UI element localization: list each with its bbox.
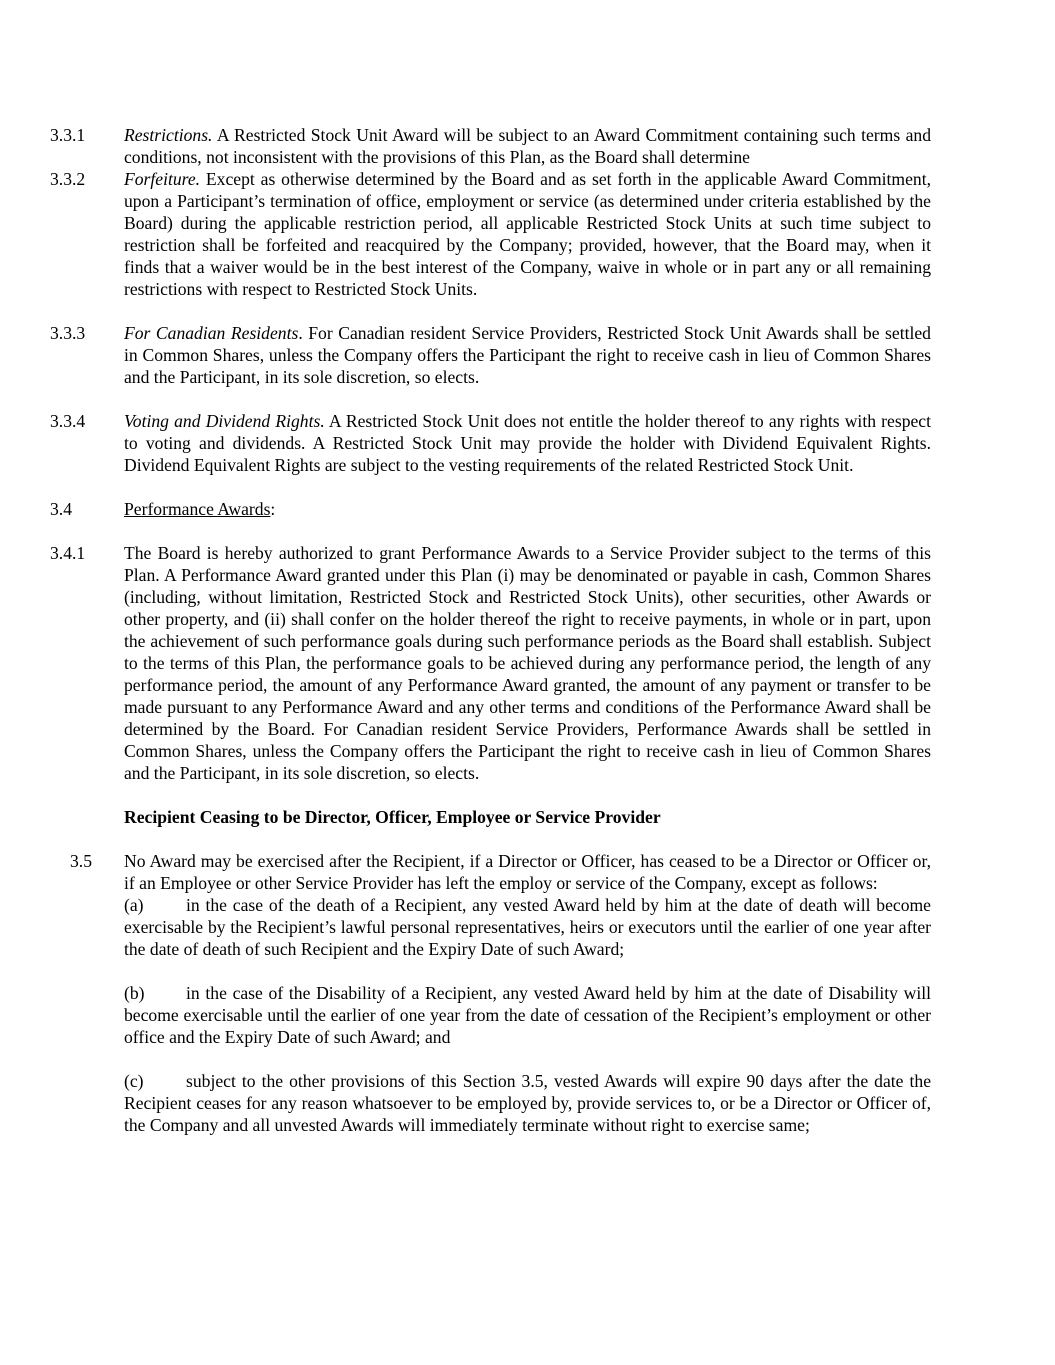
- document-page: [0, 124, 1055, 1136]
- section-title: Performance Awards: [124, 499, 271, 519]
- section-number: 3.4: [50, 499, 72, 519]
- section-title: Forfeiture.: [124, 169, 201, 189]
- section-3-5: [0, 850, 1055, 1136]
- section-body: [124, 168, 931, 300]
- section-3-3-1: [0, 124, 1055, 168]
- section-3-3-3: [0, 322, 1055, 388]
- subclause-c: [124, 1070, 931, 1136]
- subclause-b: [124, 982, 931, 1048]
- section-title: Voting and Dividend Rights.: [124, 411, 325, 431]
- section-text: . For Canadian resident Service Providers, Restricted Stock Unit Awards shall be settled in Common Shares, unless the Company offers the Participant the right to receive cash in lieu of Common Shares and the Participant, in its sole discretion, so elects.: [124, 323, 931, 387]
- section-text: A Restricted Stock Unit does not entitle the holder thereof to any rights with respect to voting and dividends. A Restricted Stock Unit may provide the holder with Dividend Equivalent Rights. Dividend Equivalent Rights are subject to the vesting requirements of the related Restricted Stock Unit.: [124, 411, 932, 475]
- section-title: Restrictions.: [124, 125, 213, 145]
- section-body: [124, 410, 931, 476]
- section-3-3-2: [0, 168, 1055, 300]
- section-number: 3.3.2: [50, 169, 86, 189]
- section-number: 3.3.1: [50, 125, 86, 145]
- section-heading: Recipient Ceasing to be Director, Officer, Employee or Service Provider: [124, 807, 661, 827]
- subclause-label: (a): [124, 895, 144, 915]
- section-number: 3.3.3: [50, 323, 86, 343]
- subclause-text: subject to the other provisions of this Section 3.5, vested Awards will expire 90 days after the date the Recipient ceases for any reason whatsoever to be employed by, provide services to, or be a Director or Officer of, the Company and all unvested Awards will immediately terminate without right to exercise same;: [124, 1071, 931, 1135]
- section-body: [124, 498, 931, 520]
- subclause-label: (c): [124, 1071, 144, 1091]
- section-3-4: [0, 498, 1055, 520]
- section-title: For Canadian Residents: [124, 323, 299, 343]
- section-title-suffix: :: [270, 499, 276, 519]
- section-text: Except as otherwise determined by the Board and as set forth in the applicable Award Commitment, upon a Participant’s termination of office, employment or service (as determined under criteria established by the Board) during the applicable restriction period, all applicable Restricted Stock Units at such time subject to restriction shall be forfeited and reacquired by the Company; provided, however, that the Board may, when it finds that a waiver would be in the best interest of the Company, waive in whole or in part any or all remaining restrictions with respect to Restricted Stock Units.: [124, 169, 931, 299]
- section-3-4-1: [0, 542, 1055, 784]
- section-text: A Restricted Stock Unit Award will be subject to an Award Commitment containing such terms and conditions, not inconsistent with the provisions of this Plan, as the Board shall determine: [124, 125, 931, 167]
- subclause-label: (b): [124, 983, 145, 1003]
- subclause-a: [124, 894, 931, 960]
- section-text: The Board is hereby authorized to grant Performance Awards to a Service Provider subject to the terms of this Plan. A Performance Award granted under this Plan (i) may be denominated or payable in cash, Common Shares (including, without limitation, Restricted Stock and Restricted Stock Units), other securities, other Awards or other property, and (ii) shall confer on the holder thereof the right to receive payments, in whole or in part, upon the achievement of such performance goals during such performance periods as the Board shall establish. Subject to the terms of this Plan, the performance goals to be achieved during any performance period, the length of any performance period, the amount of any Performance Award granted, the amount of any payment or transfer to be made pursuant to any Performance Award and any other terms and conditions of the Performance Award shall be determined by the Board. For Canadian resident Service Providers, Performance Awards shall be settled in Common Shares, unless the Company offers the Participant the right to receive cash in lieu of Common Shares and the Participant, in its sole discretion, so elects.: [124, 543, 931, 783]
- section-text: No Award may be exercised after the Recipient, if a Director or Officer, has ceased to be a Director or Officer or, if an Employee or other Service Provider has left the employ or service of the Company, except as follows:: [124, 851, 931, 893]
- section-3-3-4: [0, 410, 1055, 476]
- section-body: [124, 322, 931, 388]
- section-number: 3.4.1: [50, 543, 86, 563]
- section-number: 3.3.4: [50, 411, 86, 431]
- section-number: 3.5: [70, 851, 92, 871]
- section-body: [124, 850, 931, 1136]
- section-body: [124, 124, 931, 168]
- subclause-text: in the case of the Disability of a Recipient, any vested Award held by him at the date of Disability will become exercisable until the earlier of one year from the date of cessation of the Recipient’s employment or other office and the Expiry Date of such Award; and: [124, 983, 931, 1047]
- subclause-text: in the case of the death of a Recipient, any vested Award held by him at the date of death will become exercisable by the Recipient’s lawful personal representatives, heirs or executors until the earlier of one year after the date of death of such Recipient and the Expiry Date of such Award;: [124, 895, 931, 959]
